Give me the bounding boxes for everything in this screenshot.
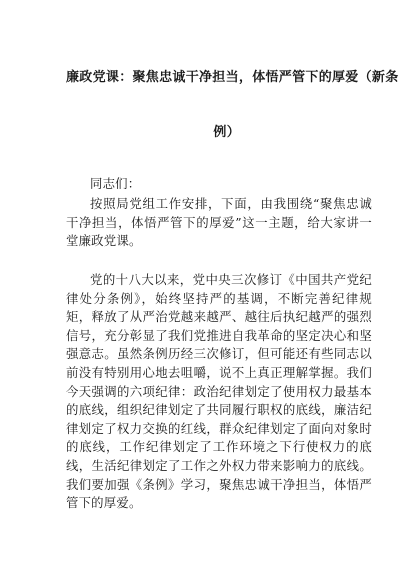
paragraph-main: 党的十八大以来，党中央三次修订《中国共产党纪律处分条例》，始终坚持严的基调，不断完善纪律规矩，释放了从严治党越来越严、越往后执纪越严的强烈信号，充分彰显了我们党推进自我革命的坚定决心和坚强意志。虽然条例历经三次修订，但可能还有些同志以前没有特别用心地去咀嚼，说不上真正理解掌握。我们今天强调的六项纪律：政治纪律划定了使用权力最基本的底线，组织纪律划定了共同履行职权的底线，廉洁纪律划定了权力交换的红线，群众纪律划定了面向对象时的底线，工作纪律划定了工作环境之下行使权力的底线，生活纪律划定了工作之外权力带来影响力的底线。我们要加强《条例》学习，聚焦忠诚干净担当，体悟严管下的厚爱。 (66, 272, 372, 511)
document-title-line-1: 廉政党课：聚焦忠诚干净担当，体悟严管下的厚爱（新条 (66, 70, 399, 85)
paragraph-intro: 按照局党组工作安排，下面，由我围绕“聚焦忠诚干净担当，体悟严管下的厚爱”这一主题，给大家讲一堂廉政党课。 (66, 196, 372, 249)
document-title-line-2: 例） (213, 125, 240, 140)
salutation: 同志们： (90, 176, 141, 191)
